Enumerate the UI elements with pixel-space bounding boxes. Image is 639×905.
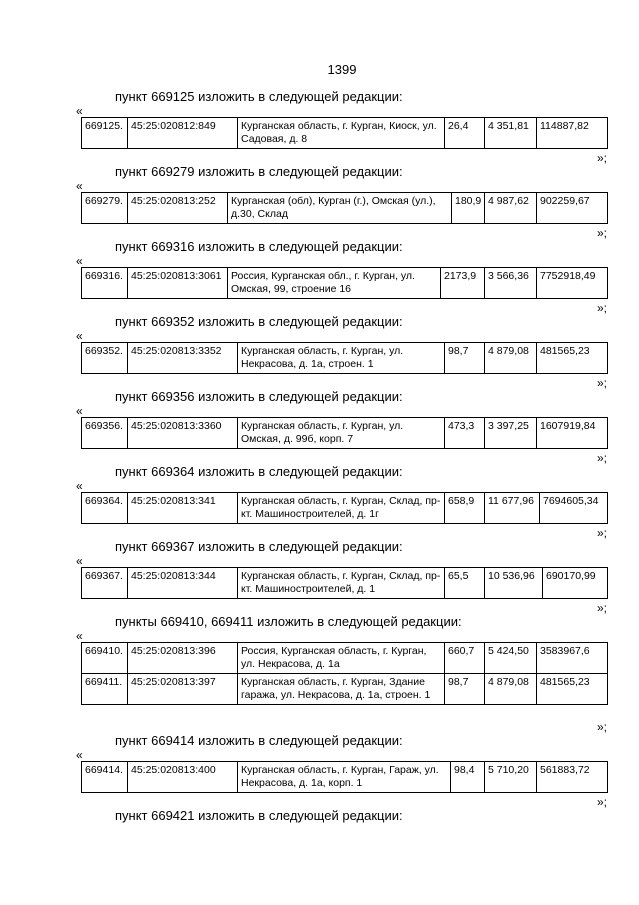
- rate: 3 566,36: [485, 268, 537, 299]
- address: Курганская область, г. Курган, Склад, пр-кт. Машиностроителей, д. 1г: [238, 493, 445, 524]
- area: 98,7: [445, 343, 485, 374]
- quote-close: »;: [597, 720, 608, 734]
- cadastral-number: 45:25:020813:3360: [128, 418, 238, 449]
- quote-close: »;: [597, 451, 608, 465]
- section-intro: пункт 669316 изложить в следующей редакции:: [115, 239, 403, 254]
- area: 2173,9: [441, 268, 485, 299]
- table-row: [82, 418, 608, 449]
- table-row: [82, 193, 608, 224]
- entry-table: [81, 761, 608, 793]
- entry-number: 669410.: [82, 643, 128, 674]
- rate: 5 424,50: [485, 643, 537, 674]
- section-intro: пункт 669421 изложить в следующей редакции:: [115, 808, 403, 823]
- quote-close: »;: [597, 151, 608, 165]
- table-row: [82, 643, 608, 674]
- section-intro: пункт 669352 изложить в следующей редакции:: [115, 314, 403, 329]
- entry-number: 669367.: [82, 568, 128, 599]
- address: Курганская область, г. Курган, ул. Омская, д. 99б, корп. 7: [238, 418, 445, 449]
- rate: 4 879,08: [485, 674, 537, 705]
- rate: 11 677,96: [485, 493, 540, 524]
- value: 114887,82: [537, 118, 608, 149]
- entry-number: 669279.: [82, 193, 128, 224]
- cadastral-number: 45:25:020813:344: [128, 568, 238, 599]
- quote-open: «: [76, 554, 83, 568]
- entry-number: 669411.: [82, 674, 128, 705]
- address: Курганская область, г. Курган, Склад, пр-кт. Машиностроителей, д. 1: [238, 568, 445, 599]
- area: 98,7: [445, 674, 485, 705]
- cadastral-number: 45:25:020813:341: [128, 493, 238, 524]
- value: 7694605,34: [540, 493, 608, 524]
- table-row: [82, 493, 608, 524]
- rate: 3 397,25: [485, 418, 537, 449]
- entry-table: [81, 342, 608, 374]
- quote-close: »;: [597, 526, 608, 540]
- quote-close: »;: [597, 601, 608, 615]
- cadastral-number: 45:25:020813:400: [128, 762, 238, 793]
- entry-number: 669414.: [82, 762, 128, 793]
- rate: 4 879,08: [485, 343, 537, 374]
- cadastral-number: 45:25:020813:397: [128, 674, 238, 705]
- quote-open: «: [76, 479, 83, 493]
- value: 690170,99: [543, 568, 608, 599]
- value: 902259,67: [537, 193, 608, 224]
- quote-close: »;: [597, 226, 608, 240]
- cadastral-number: 45:25:020813:252: [128, 193, 228, 224]
- entry-number: 669316.: [82, 268, 128, 299]
- area: 98,4: [451, 762, 485, 793]
- address: Россия, Курганская обл., г. Курган, ул. Омская, 99, строение 16: [228, 268, 441, 299]
- area: 658,9: [445, 493, 485, 524]
- table-row: [82, 762, 608, 793]
- address: Россия, Курганская область, г. Курган, ул. Некрасова, д. 1а: [238, 643, 445, 674]
- entry-number: 669125.: [82, 118, 128, 149]
- quote-open: «: [76, 404, 83, 418]
- entry-table: [81, 192, 608, 224]
- entry-number: 669352.: [82, 343, 128, 374]
- table-row: [82, 674, 608, 705]
- entry-table: [81, 492, 608, 524]
- table-row: [82, 268, 608, 299]
- area: 180,9: [452, 193, 485, 224]
- value: 561883,72: [537, 762, 608, 793]
- cadastral-number: 45:25:020812:849: [128, 118, 238, 149]
- section-intro: пункт 669356 изложить в следующей редакции:: [115, 389, 403, 404]
- section-intro: пункт 669279 изложить в следующей редакции:: [115, 164, 403, 179]
- section-intro: пункт 669364 изложить в следующей редакции:: [115, 464, 403, 479]
- cadastral-number: 45:25:020813:3061: [128, 268, 228, 299]
- address: Курганская область, г. Курган, ул. Некрасова, д. 1а, строен. 1: [238, 343, 445, 374]
- value: 3583967,6: [537, 643, 608, 674]
- entry-number: 669356.: [82, 418, 128, 449]
- quote-open: «: [76, 104, 83, 118]
- value: 7752918,49: [537, 268, 608, 299]
- quote-close: »;: [597, 376, 608, 390]
- area: 65,5: [445, 568, 485, 599]
- quote-close: »;: [597, 795, 608, 809]
- section-intro: пункт 669367 изложить в следующей редакции:: [115, 539, 403, 554]
- quote-open: «: [76, 329, 83, 343]
- quote-open: «: [76, 629, 83, 643]
- value: 1607919,84: [537, 418, 608, 449]
- entry-table: [81, 642, 608, 705]
- rate: 5 710,20: [485, 762, 537, 793]
- table-row: [82, 568, 608, 599]
- page-number: 1399: [327, 62, 357, 77]
- address: Курганская область, г. Курган, Гараж, ул. Некрасова, д. 1а, корп. 1: [238, 762, 451, 793]
- table-row: [82, 118, 608, 149]
- area: 660,7: [445, 643, 485, 674]
- entry-table: [81, 117, 608, 149]
- value: 481565,23: [537, 674, 608, 705]
- address: Курганская область, г. Курган, Киоск, ул. Садовая, д. 8: [238, 118, 445, 149]
- section-intro: пункты 669410, 669411 изложить в следующей редакции:: [115, 614, 462, 629]
- cadastral-number: 45:25:020813:3352: [128, 343, 238, 374]
- rate: 4 351,81: [485, 118, 537, 149]
- address: Курганская область, г. Курган, Здание гаража, ул. Некрасова, д. 1а, строен. 1: [238, 674, 445, 705]
- quote-open: «: [76, 254, 83, 268]
- entry-table: [81, 417, 608, 449]
- address: Курганская (обл), Курган (г.), Омская (ул.), д.30, Склад: [228, 193, 452, 224]
- entry-table: [81, 267, 608, 299]
- rate: 10 536,96: [485, 568, 543, 599]
- entry-table: [81, 567, 608, 599]
- quote-open: «: [76, 179, 83, 193]
- area: 473,3: [445, 418, 485, 449]
- section-intro: пункт 669125 изложить в следующей редакции:: [115, 89, 403, 104]
- quote-close: »;: [597, 301, 608, 315]
- area: 26,4: [445, 118, 485, 149]
- entry-number: 669364.: [82, 493, 128, 524]
- value: 481565,23: [537, 343, 608, 374]
- rate: 4 987,62: [485, 193, 537, 224]
- quote-open: «: [76, 748, 83, 762]
- cadastral-number: 45:25:020813:396: [128, 643, 238, 674]
- table-row: [82, 343, 608, 374]
- section-intro: пункт 669414 изложить в следующей редакции:: [115, 733, 403, 748]
